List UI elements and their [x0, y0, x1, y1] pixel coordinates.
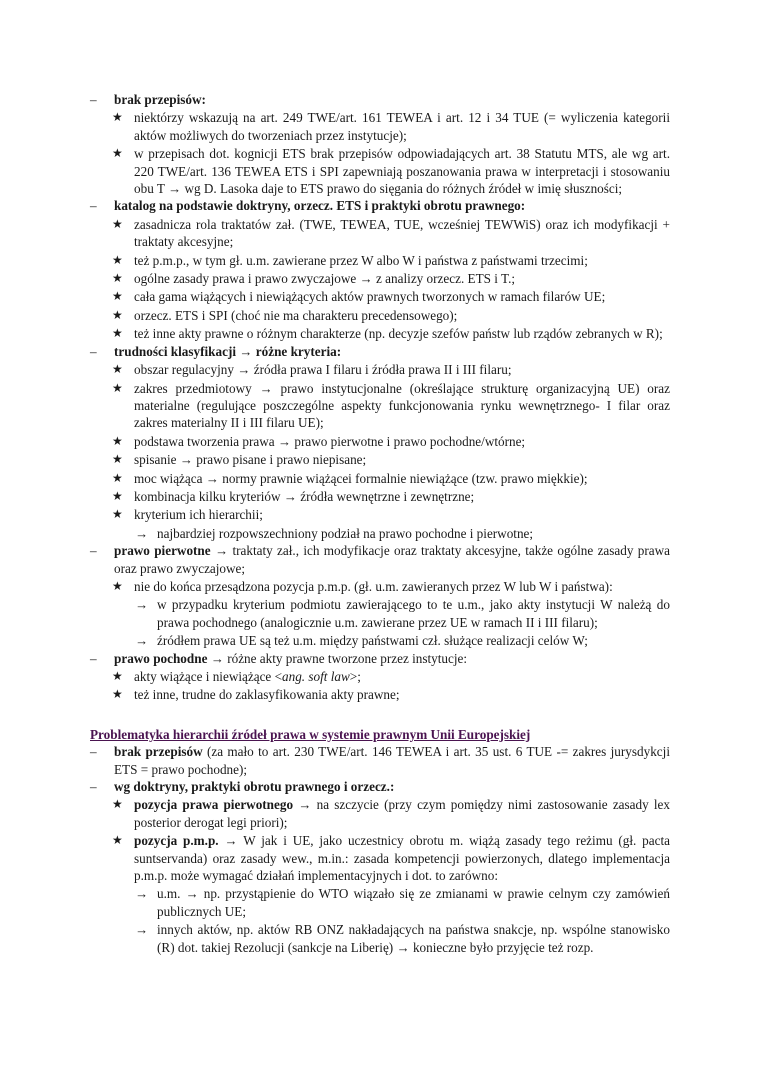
list-item — [90, 270, 670, 287]
list-item — [90, 216, 670, 251]
list-item — [90, 325, 670, 342]
star-bullet-icon: ★ — [112, 470, 123, 485]
dash-marker: – — [90, 650, 97, 666]
dash-marker: – — [90, 92, 97, 107]
star-bullet-icon: ★ — [112, 797, 123, 812]
heading-rest-text: (za mało to art. 230 TWE/art. 146 TEWEA i art. 35 ust. 6 TUE -= zakres jurysdykcji ETS = prawo pochodne); — [114, 744, 670, 777]
list-item — [90, 109, 670, 144]
item-text: u.m. → np. przystąpienie do WTO wiązało się ze zmianami w prawie celnym czy zamówień publicznych UE; — [157, 886, 670, 919]
item-text: zakres przedmiotowy → prawo instytucjonalne (określające strukturę organizacyjną UE) oraz materialne (regulujące poszczególne aspekty funkcjonowania rynku wewnętrznego- I filar oraz zakres materialny II i III filaru UE); — [134, 380, 670, 431]
list-item — [90, 596, 670, 631]
heading-rest-text: → różne akty prawne tworzone przez instytucje: — [207, 650, 468, 666]
star-bullet-icon: ★ — [112, 833, 123, 848]
item-text: innych aktów, np. aktów RB ONZ nakładających na państwa snakcje, np. wspólne stanowisko (R) dot. takiej Rezolucji (sankcje na Liberię) → konieczne było przyjęcie też rozp. — [157, 922, 670, 955]
item-text: ogólne zasady prawa i prawo zwyczajowe → z analizy orzecz. ETS i T.; — [134, 271, 516, 287]
list-item — [90, 743, 670, 778]
star-bullet-icon: ★ — [112, 433, 123, 448]
list-item — [90, 506, 670, 523]
list-item — [90, 197, 670, 214]
item-text: spisanie → prawo pisane i prawo niepisane; — [134, 452, 367, 468]
star-bullet-icon: ★ — [112, 216, 123, 231]
star-bullet-icon: ★ — [112, 452, 123, 467]
arrow-bullet-icon: → — [135, 922, 149, 938]
item-text: kryterium ich hierarchii; — [134, 507, 263, 523]
item-text: źródłem prawa UE są też u.m. między państwami czł. służące realizacji celów W; — [157, 633, 588, 649]
document-content — [90, 91, 670, 956]
item-text: zasadnicza rola traktatów zał. (TWE, TEWEA, TUE, wcześniej TEWWiS) oraz ich modyfikacji + traktaty akcesyjne; — [134, 216, 670, 250]
star-bullet-icon: ★ — [112, 362, 123, 377]
section-spacer — [90, 704, 670, 726]
list-item — [90, 650, 670, 667]
item-text: też inne, trudne do zaklasyfikowania akty prawne; — [134, 687, 400, 703]
list-item — [90, 525, 670, 542]
arrow-bullet-icon: → — [135, 525, 149, 541]
list-item — [90, 433, 670, 450]
dash-marker: – — [90, 198, 97, 214]
list-item — [90, 91, 670, 108]
star-bullet-icon: ★ — [112, 326, 123, 341]
item-text: w przypadku kryterium podmiotu zawierającego to te u.m., jako akty instytucji W należą do prawa pochodnego (analogicznie u.m. zawierane przez UE w ramach II i III filaru); — [157, 597, 670, 630]
heading-text: trudności klasyfikacji → różne kryteria: — [114, 343, 342, 359]
star-bullet-icon: ★ — [112, 687, 123, 702]
star-bullet-icon: ★ — [112, 289, 123, 304]
item-text: najbardziej rozpowszechniony podział na prawo pochodne i pierwotne; — [157, 525, 534, 541]
list-item — [90, 578, 670, 595]
star-bullet-icon: ★ — [112, 380, 123, 395]
arrow-bullet-icon: → — [135, 597, 149, 613]
list-item — [90, 832, 670, 884]
list-item — [90, 668, 670, 685]
heading-text: wg doktryny, praktyki obrotu prawnego i orzecz.: — [114, 779, 395, 795]
list-item — [90, 361, 670, 378]
star-bullet-icon: ★ — [112, 488, 123, 503]
item-rest-text: → na szczycie (przy czym pomiędzy nimi zastosowanie zasady lex posterior derogat legi priori); — [134, 797, 671, 830]
heading-bold-text: prawo pierwotne — [114, 543, 211, 559]
list-item — [90, 488, 670, 505]
item-text-italic: ang. soft law — [282, 669, 350, 684]
item-text: obszar regulacyjny → źródła prawa I filaru i źródła prawa II i III filaru; — [134, 362, 512, 378]
item-text: cała gama wiążących i niewiążących aktów prawnych tworzonych w ramach filarów UE; — [134, 289, 606, 305]
list-item — [90, 343, 670, 360]
list-item — [90, 778, 670, 795]
list-item — [90, 288, 670, 305]
item-text: kombinacja kilku kryteriów → źródła wewnętrzne i zewnętrzne; — [134, 488, 475, 504]
list-item — [90, 632, 670, 649]
item-rest-text: → W jak i UE, jako uczestnicy obrotu m. wiążą zasady tego reżimu (gł. pacta suntservanda) oraz zasady wew., m.in.: zasada kompetencji powierzonych, dlatego implementacja p.m.p. może wymagać działań implementacyjnych i dot. to zarówno: — [134, 833, 670, 884]
item-text: też p.m.p., w tym gł. u.m. zawierane przez W albo W i państwa z państwami trzecimi; — [134, 252, 588, 268]
star-bullet-icon: ★ — [112, 271, 123, 286]
star-bullet-icon: ★ — [112, 507, 123, 522]
item-bold-text: pozycja prawa pierwotnego — [134, 797, 294, 813]
heading-text: katalog na podstawie doktryny, orzecz. ETS i praktyki obrotu prawnego: — [114, 198, 526, 214]
section-title: Problematyka hierarchii źródeł prawa w systemie prawnym Unii Europejskiej — [90, 726, 531, 742]
heading-bold-text: prawo pochodne — [114, 650, 208, 666]
item-text: nie do końca przesądzona pozycja p.m.p. (gł. u.m. zawieranych przez W lub W i państwa): — [134, 578, 613, 594]
arrow-bullet-icon: → — [135, 886, 149, 902]
item-text: niektórzy wskazują na art. 249 TWE/art. 161 TEWEA i art. 12 i 34 TUE (= wyliczenia kategorii aktów możliwych do tworzeniach przez instytucje); — [134, 110, 670, 143]
item-text: moc wiążąca → normy prawnie wiążącei formalnie niewiążące (tzw. prawo miękkie); — [134, 470, 588, 486]
star-bullet-icon: ★ — [112, 110, 123, 125]
star-bullet-icon: ★ — [112, 669, 123, 683]
item-bold-text: pozycja p.m.p. — [134, 833, 219, 849]
heading-bold-text: brak przepisów — [114, 744, 203, 760]
list-item — [90, 470, 670, 487]
star-bullet-icon: ★ — [112, 578, 123, 593]
arrow-bullet-icon: → — [135, 633, 149, 649]
list-item — [90, 307, 670, 324]
list-item — [90, 686, 670, 703]
item-text: podstawa tworzenia prawa → prawo pierwotne i prawo pochodne/wtórne; — [134, 433, 526, 449]
list-item — [90, 796, 670, 831]
star-bullet-icon: ★ — [112, 146, 123, 161]
list-item — [90, 145, 670, 197]
item-text: w przepisach dot. kognicji ETS brak przepisów odpowiadających art. 38 Statutu MTS, ale wg art. 220 TWE/art. 136 TEWEA ETS i SPI zapewniają poszanowania prawa w interpretacji i stosowaniu obu T → wg D. Lasoka daje to ETS prawo do sięgania do różnych źródeł w imię słuszności; — [134, 146, 670, 197]
star-bullet-icon: ★ — [112, 252, 123, 267]
item-text: też inne akty prawne o różnym charakterze (np. decyzje szefów państw lub rządów zebranych w R); — [134, 326, 663, 342]
star-bullet-icon: ★ — [112, 307, 123, 322]
item-text-pre: akty wiążące i niewiążące < — [134, 669, 283, 684]
dash-marker: – — [90, 343, 97, 359]
list-item — [90, 451, 670, 468]
dash-marker: – — [90, 779, 97, 795]
item-text-post: >; — [349, 669, 361, 684]
list-item — [90, 885, 670, 920]
heading-rest-text: → traktaty zał., ich modyfikacje oraz traktaty akcesyjne, także ogólne zasady prawa oraz prawo zwyczajowe; — [114, 543, 670, 576]
item-text: orzecz. ETS i SPI (choć nie ma charakteru precedensowego); — [134, 307, 458, 323]
list-item — [90, 380, 670, 432]
heading-text: brak przepisów: — [114, 92, 206, 107]
dash-marker: – — [90, 543, 97, 559]
list-item — [90, 921, 670, 956]
dash-marker: – — [90, 744, 97, 760]
list-item — [90, 542, 670, 577]
list-item — [90, 252, 670, 269]
